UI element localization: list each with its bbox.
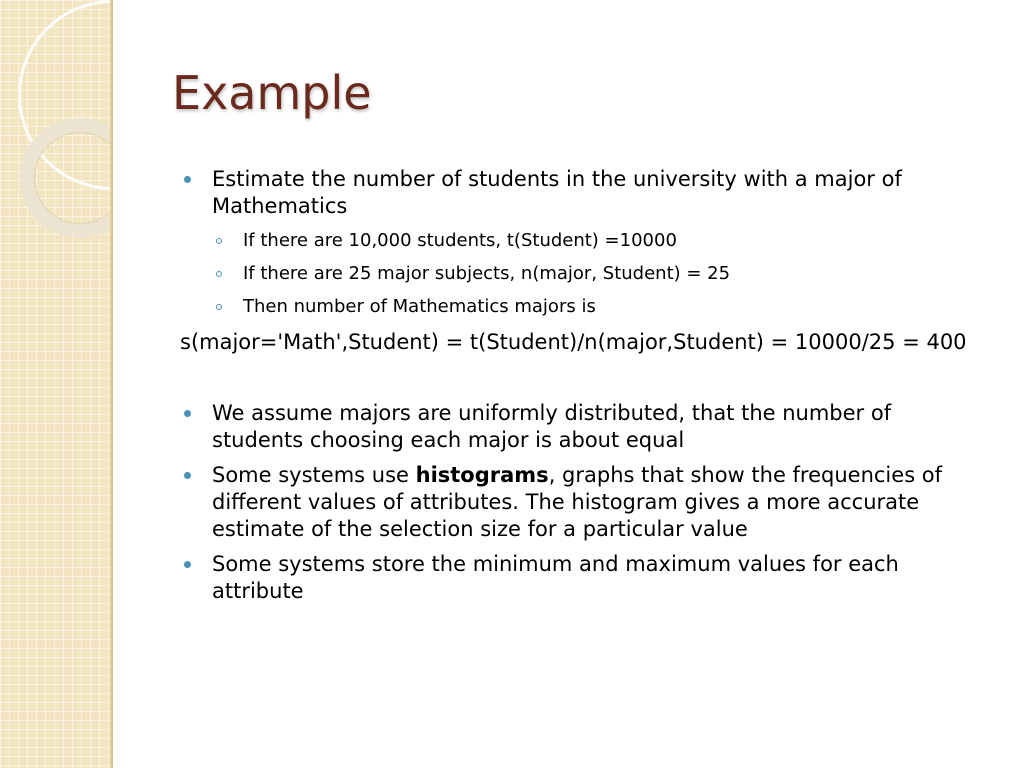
- sub-bullet-item-subjects: [180, 263, 980, 285]
- slide-body: [180, 166, 980, 613]
- hollow-circle-bullet-icon: [216, 304, 222, 310]
- sub-bullet-item-math-majors: [180, 296, 980, 318]
- decorative-side-panel: [0, 0, 113, 768]
- bullet-text: Estimate the number of students in the university with a major of Mathematics: [212, 167, 902, 218]
- bullet-text: Some systems store the minimum and maximum values for each attribute: [212, 552, 899, 603]
- sub-bullet-text: If there are 10,000 students, t(Student) =10000: [243, 230, 677, 251]
- sub-bullet-text: If there are 25 major subjects, n(major, Student) = 25: [243, 263, 731, 284]
- hollow-circle-bullet-icon: [216, 271, 222, 277]
- formula-line: s(major='Math',Student) = t(Student)/n(major,Student) = 10000/25 = 400: [180, 330, 967, 354]
- bullet-text-suffix: , graphs that show the frequencies of different values of attributes. The histogram gives a more accurate estimate of the selection size for a particular value: [212, 463, 943, 541]
- bullet-dot-icon: [184, 561, 191, 568]
- bullet-item-histograms: [180, 462, 980, 543]
- spacer: [180, 364, 980, 400]
- bullet-dot-icon: [184, 410, 191, 417]
- bullet-text: We assume majors are uniformly distributed, that the number of students choosing each major is about equal: [212, 401, 892, 452]
- side-panel-edge: [110, 0, 113, 768]
- slide-title: Example: [172, 66, 372, 120]
- hollow-circle-bullet-icon: [216, 238, 222, 244]
- bullet-item-estimate: [180, 166, 980, 220]
- sub-bullet-text: Then number of Mathematics majors is: [243, 296, 596, 317]
- bullet-item-minmax: [180, 551, 980, 605]
- bullet-item-uniform: [180, 400, 980, 454]
- bullet-dot-icon: [184, 176, 191, 183]
- bullet-text-prefix: Some systems use: [212, 463, 416, 487]
- bullet-dot-icon: [184, 472, 191, 479]
- sub-bullet-item-students: [180, 230, 980, 252]
- bullet-text-bold: histograms: [415, 463, 549, 487]
